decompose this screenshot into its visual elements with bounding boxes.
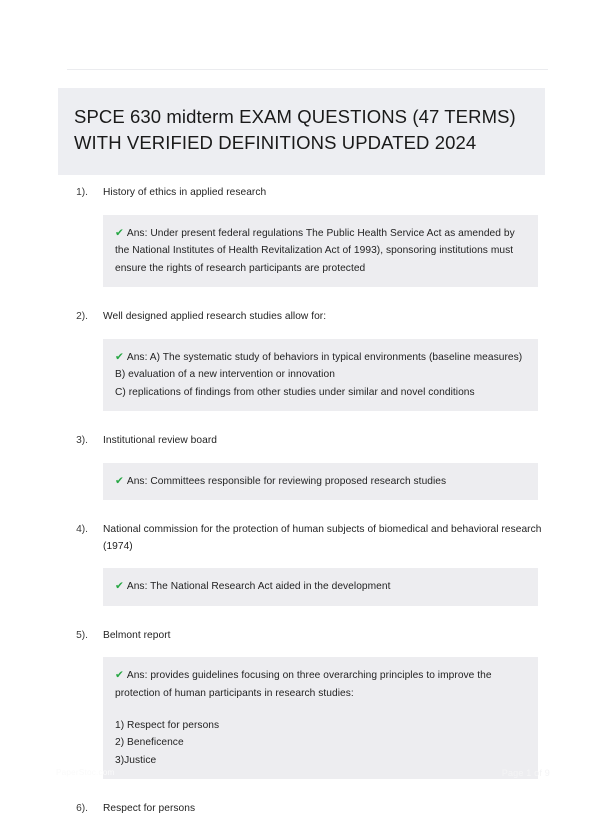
question-answer-list bbox=[0, 185, 606, 840]
question-number: 3). bbox=[76, 435, 88, 447]
question-number: 6). bbox=[76, 803, 88, 815]
question-text: Belmont report bbox=[103, 629, 171, 641]
question-item bbox=[0, 628, 606, 779]
question-text: Respect for persons bbox=[103, 803, 196, 815]
answer-box bbox=[103, 215, 538, 288]
answer-line bbox=[115, 224, 526, 278]
check-mark-icon: ✔ bbox=[115, 350, 124, 363]
answer-blank-line bbox=[115, 703, 526, 717]
answer-line: 2) Beneficence bbox=[115, 737, 184, 749]
answer-line bbox=[115, 348, 526, 367]
answer-line bbox=[115, 666, 526, 702]
answer-text: Ans: Under present federal regulations The Public Health Service Act as amended by the National Institutes of Health Revitalization Act of 1993), sponsoring institutions must ensure the rights of research participants are protected bbox=[115, 227, 518, 274]
question-item bbox=[0, 309, 606, 411]
question-number: 1). bbox=[76, 187, 88, 198]
answer-text: Ans: The National Research Act aided in the development bbox=[126, 581, 391, 593]
question-number: 2). bbox=[76, 311, 88, 323]
answer-box bbox=[103, 339, 538, 412]
footer-page-number: Page 1 of 9 bbox=[501, 768, 550, 778]
answer-line: 1) Respect for persons bbox=[115, 719, 220, 731]
answer-box bbox=[103, 568, 538, 606]
question-text: History of ethics in applied research bbox=[103, 187, 267, 198]
footer-watermark: PaperStoc.com bbox=[56, 768, 115, 777]
check-mark-icon: ✔ bbox=[115, 226, 124, 239]
question-text: Well designed applied research studies allow for: bbox=[103, 311, 327, 323]
question-item bbox=[0, 433, 606, 500]
answer-line: B) evaluation of a new intervention or innovation bbox=[115, 369, 335, 381]
page-footer bbox=[0, 758, 606, 800]
question-text: National commission for the protection of human subjects of biomedical and behavioral research (1974) bbox=[103, 524, 542, 552]
question-item bbox=[0, 185, 606, 287]
document-title: SPCE 630 midterm EXAM QUESTIONS (47 TERMS) WITH VERIFIED DEFINITIONS UPDATED 2024 bbox=[58, 88, 545, 175]
question-item bbox=[0, 801, 606, 818]
answer-line: C) replications of findings from other studies under similar and novel conditions bbox=[115, 386, 475, 398]
answer-text: Ans: A) The systematic study of behaviors in typical environments (baseline measures) bbox=[126, 351, 523, 363]
check-mark-icon: ✔ bbox=[115, 669, 124, 682]
question-number: 5). bbox=[76, 629, 88, 641]
check-mark-icon: ✔ bbox=[115, 580, 124, 593]
answer-line: 3)Justice bbox=[115, 754, 157, 766]
answer-text: Ans: Committees responsible for reviewing proposed research studies bbox=[126, 475, 447, 487]
answer-box bbox=[103, 463, 538, 501]
answer-text: Ans: provides guidelines focusing on three overarching principles to improve the protection of human participants in research studies: bbox=[115, 670, 495, 700]
answer-line bbox=[115, 577, 526, 596]
header-divider bbox=[67, 69, 548, 70]
question-text: Institutional review board bbox=[103, 435, 217, 447]
answer-line bbox=[115, 472, 526, 491]
check-mark-icon: ✔ bbox=[115, 474, 124, 487]
question-number: 4). bbox=[76, 524, 88, 536]
question-item bbox=[0, 522, 606, 606]
